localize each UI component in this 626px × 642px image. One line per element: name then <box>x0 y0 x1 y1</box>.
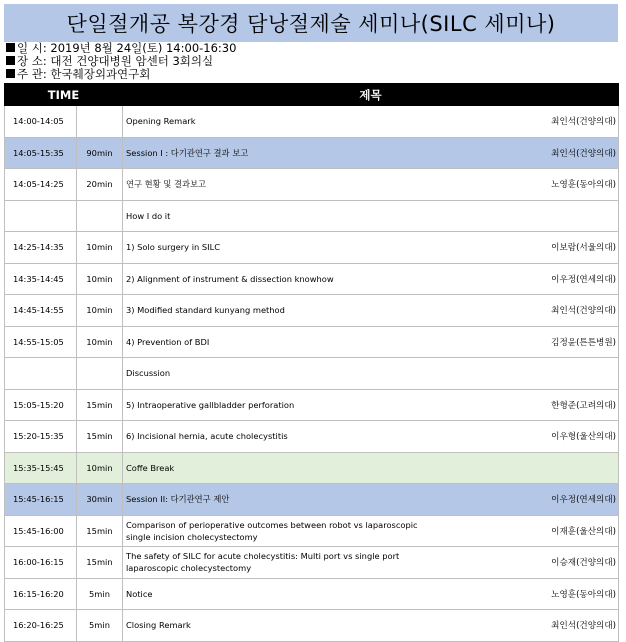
row-topic: 연구 현황 및 결과보고 <box>123 169 429 201</box>
row-time <box>5 358 77 390</box>
row-topic: Coffe Break <box>123 452 429 484</box>
row-topic: Notice <box>123 578 429 610</box>
row-topic: 2) Alignment of instrument & dissection knowhow <box>123 263 429 295</box>
row-speaker: 이우형(울산의대) <box>429 421 619 453</box>
table-row <box>5 137 619 169</box>
row-speaker: 이재훈(울산의대) <box>429 515 619 547</box>
table-row <box>5 421 619 453</box>
row-time: 14:55-15:05 <box>5 326 77 358</box>
row-speaker: 한형준(고려의대) <box>429 389 619 421</box>
table-row <box>5 452 619 484</box>
schedule-table <box>4 83 619 642</box>
row-duration <box>77 106 123 138</box>
info-place-text: 장 소: 대전 건양대병원 암센터 3회의실 <box>17 54 214 68</box>
row-topic: Comparison of perioperative outcomes between robot vs laparoscopic single incision cholecystectomy <box>123 515 429 547</box>
row-duration: 15min <box>77 515 123 547</box>
row-topic: How I do it <box>123 200 429 232</box>
row-topic: 3) Modified standard kunyang method <box>123 295 429 327</box>
row-speaker: 이보람(서울의대) <box>429 232 619 264</box>
table-row <box>5 169 619 201</box>
row-time: 15:35-15:45 <box>5 452 77 484</box>
schedule-rows <box>5 106 619 642</box>
row-duration <box>77 358 123 390</box>
row-time <box>5 200 77 232</box>
row-duration: 15min <box>77 389 123 421</box>
header-time: TIME <box>5 84 123 106</box>
row-speaker: 최인석(건양의대) <box>429 137 619 169</box>
info-place <box>6 54 213 68</box>
bullet-square-icon <box>6 56 15 65</box>
row-speaker <box>429 358 619 390</box>
row-topic: Closing Remark <box>123 610 429 642</box>
row-duration: 20min <box>77 169 123 201</box>
table-row <box>5 358 619 390</box>
row-topic: The safety of SILC for acute cholecystitis: Multi port vs single port laparoscopic cholecystectomy <box>123 547 429 579</box>
row-topic: Session I : 다기관연구 결과 보고 <box>123 137 429 169</box>
table-row <box>5 610 619 642</box>
row-time: 14:35-14:45 <box>5 263 77 295</box>
table-row <box>5 326 619 358</box>
row-time: 14:25-14:35 <box>5 232 77 264</box>
row-duration: 10min <box>77 452 123 484</box>
row-speaker: 이승재(건양의대) <box>429 547 619 579</box>
row-speaker: 최인석(건양의대) <box>429 295 619 327</box>
table-row <box>5 263 619 295</box>
row-speaker: 노영훈(동아의대) <box>429 169 619 201</box>
row-time: 16:15-16:20 <box>5 578 77 610</box>
table-row <box>5 389 619 421</box>
row-topic: Discussion <box>123 358 429 390</box>
row-topic: 1) Solo surgery in SILC <box>123 232 429 264</box>
row-duration: 90min <box>77 137 123 169</box>
info-host-text: 주 관: 한국췌장외과연구회 <box>17 67 151 81</box>
row-topic: 6) Incisional hernia, acute cholecystitis <box>123 421 429 453</box>
row-time: 14:05-15:35 <box>5 137 77 169</box>
row-time: 15:45-16:00 <box>5 515 77 547</box>
table-row <box>5 515 619 547</box>
row-time: 15:05-15:20 <box>5 389 77 421</box>
row-duration: 10min <box>77 326 123 358</box>
header-subject: 제목 <box>123 84 619 106</box>
row-time: 16:20-16:25 <box>5 610 77 642</box>
bullet-square-icon <box>6 43 15 52</box>
row-time: 16:00-16:15 <box>5 547 77 579</box>
row-topic: 5) Intraoperative gallbladder perforation <box>123 389 429 421</box>
info-date-text: 일 시: 2019년 8월 24일(토) 14:00-16:30 <box>17 41 237 55</box>
table-row <box>5 547 619 579</box>
row-duration: 5min <box>77 610 123 642</box>
row-duration: 15min <box>77 547 123 579</box>
row-time: 14:05-14:25 <box>5 169 77 201</box>
row-duration <box>77 200 123 232</box>
table-row <box>5 295 619 327</box>
row-duration: 30min <box>77 484 123 516</box>
row-duration: 10min <box>77 232 123 264</box>
row-topic: Opening Remark <box>123 106 429 138</box>
row-duration: 10min <box>77 295 123 327</box>
row-speaker <box>429 200 619 232</box>
row-speaker: 최인석(건양의대) <box>429 106 619 138</box>
row-speaker: 김정윤(튼튼병원) <box>429 326 619 358</box>
row-speaker: 이우정(연세의대) <box>429 263 619 295</box>
row-speaker: 노영훈(동아의대) <box>429 578 619 610</box>
table-row <box>5 200 619 232</box>
info-host <box>6 67 150 81</box>
row-time: 14:45-14:55 <box>5 295 77 327</box>
row-time: 14:00-14:05 <box>5 106 77 138</box>
row-time: 15:20-15:35 <box>5 421 77 453</box>
row-speaker: 최인석(건양의대) <box>429 610 619 642</box>
row-duration: 10min <box>77 263 123 295</box>
bullet-square-icon <box>6 69 15 78</box>
table-row <box>5 578 619 610</box>
row-duration: 5min <box>77 578 123 610</box>
row-topic: Session II: 다기관연구 제안 <box>123 484 429 516</box>
table-row <box>5 106 619 138</box>
row-topic: 4) Prevention of BDI <box>123 326 429 358</box>
row-speaker <box>429 452 619 484</box>
row-time: 15:45-16:15 <box>5 484 77 516</box>
info-date <box>6 41 236 55</box>
table-row <box>5 484 619 516</box>
row-duration: 15min <box>77 421 123 453</box>
page-title: 단일절개공 복강경 담낭절제술 세미나(SILC 세미나) <box>4 4 618 42</box>
table-row <box>5 232 619 264</box>
row-speaker: 이우정(연세의대) <box>429 484 619 516</box>
